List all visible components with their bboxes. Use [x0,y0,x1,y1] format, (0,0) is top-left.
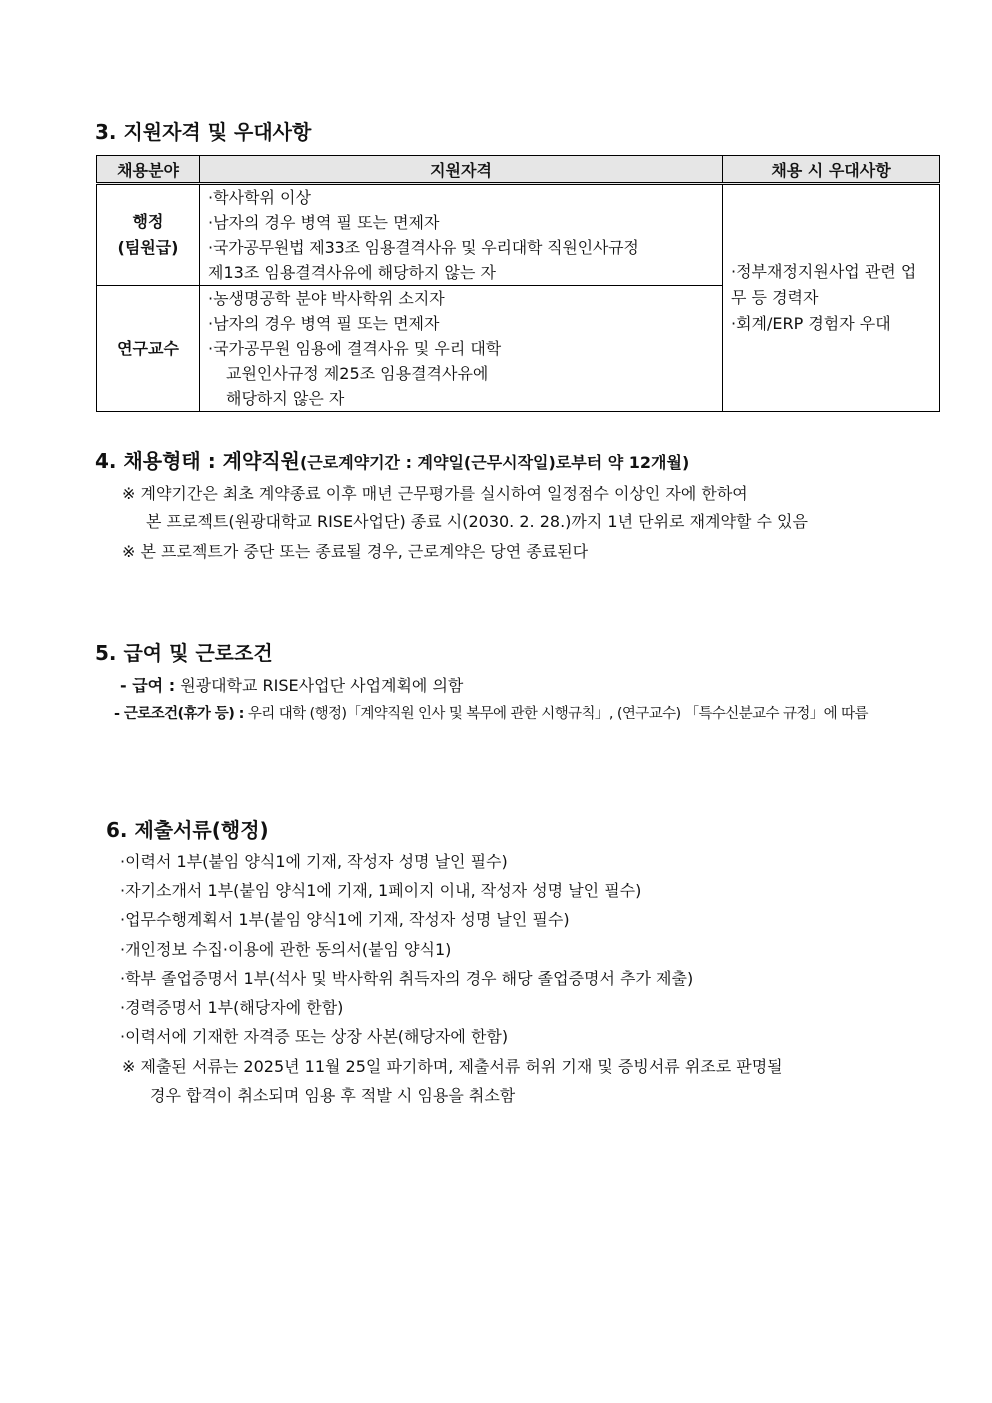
section6-note: 경우 합격이 취소되며 임용 후 적발 시 임용을 취소함 [150,1086,516,1105]
header-requirements: 지원자격 [200,156,723,184]
pay-line [120,673,463,696]
document-item: ·업무수행계획서 1부(붙임 양식1에 기재, 작성자 성명 날인 필수) [120,910,570,929]
requirements-research [200,286,723,412]
pref-item: 무 등 경력자 [731,288,819,307]
pay-text: 원광대학교 RISE사업단 사업계획에 의함 [180,676,464,695]
conditions-line [114,702,868,723]
req-item: ·국가공무원법 제33조 임용결격사유 및 우리대학 직원인사규정 [208,238,639,257]
req-item: ·남자의 경우 병역 필 또는 면제자 [208,213,440,232]
document-item: ·학부 졸업증명서 1부(석사 및 박사학위 취득자의 경우 해당 졸업증명서 추가 제출) [120,969,694,988]
pref-item: ·회계/ERP 경험자 우대 [731,314,891,333]
section6-note: ※ 제출된 서류는 2025년 11월 25일 파기하며, 제출서류 허위 기재 및 증빙서류 위조로 판명될 [122,1057,783,1076]
section6-title: 6. 제출서류(행정) [106,818,269,842]
req-item: ·국가공무원 임용에 결격사유 및 우리 대학 [208,339,502,358]
req-item: 교원인사규정 제25조 임용결격사유에 [226,364,489,383]
requirements-admin [200,184,723,286]
table-header-row [97,156,940,184]
document-item: ·경력증명서 1부(해당자에 한함) [120,998,344,1017]
req-item: ·남자의 경우 병역 필 또는 면제자 [208,314,440,333]
req-item: ·학사학위 이상 [208,188,311,207]
table-row [97,184,940,286]
header-preference: 채용 시 우대사항 [723,156,940,184]
section4-note: ※ 본 프로젝트가 중단 또는 종료될 경우, 근로계약은 당연 종료된다 [122,542,589,561]
document-item: ·이력서 1부(붙임 양식1에 기재, 작성자 성명 날인 필수) [120,852,508,871]
qualification-table [96,155,940,412]
section3-title: 3. 지원자격 및 우대사항 [95,120,312,144]
document-item: ·자기소개서 1부(붙임 양식1에 기재, 1페이지 이내, 작성자 성명 날인 필수) [120,881,642,900]
field-admin-name: 행정 [132,212,164,231]
section4-note: 본 프로젝트(원광대학교 RISE사업단) 종료 시(2030. 2. 28.)까지 1년 단위로 재계약할 수 있음 [146,512,808,531]
section4-title [95,445,689,474]
req-item: 제13조 임용결격사유에 해당하지 않는 자 [208,263,496,282]
field-research: 연구교수 [97,286,200,412]
pref-item: ·정부재정지원사업 관련 업 [731,262,917,281]
section4-note: ※ 계약기간은 최초 계약종료 이후 매년 근무평가를 실시하여 일정점수 이상인 자에 한하여 [122,484,748,503]
document-item: ·이력서에 기재한 자격증 또는 상장 사본(해당자에 한함) [120,1027,509,1046]
document-item: ·개인정보 수집·이용에 관한 동의서(붙임 양식1) [120,940,452,959]
header-field: 채용분야 [97,156,200,184]
req-item: 해당하지 않은 자 [226,389,345,408]
pay-label: - 급여 : [120,676,176,695]
field-admin-grade: (팀원급) [117,238,179,257]
section4-title-main: 4. 채용형태 : 계약직원 [95,449,300,473]
section4-title-sub: (근로계약기간 : 계약일(근무시작일)로부터 약 12개월) [299,453,690,472]
conditions-label: - 근로조건(휴가 등) : [114,706,244,722]
conditions-text: 우리 대학 (행정)「계약직원 인사 및 복무에 관한 시행규칙」, (연구교수) 「특수신분교수 규정」에 따름 [247,706,868,722]
section5-title: 5. 급여 및 근로조건 [95,641,273,665]
field-admin [97,184,200,286]
preference-cell [723,184,940,412]
req-item: ·농생명공학 분야 박사학위 소지자 [208,289,445,308]
